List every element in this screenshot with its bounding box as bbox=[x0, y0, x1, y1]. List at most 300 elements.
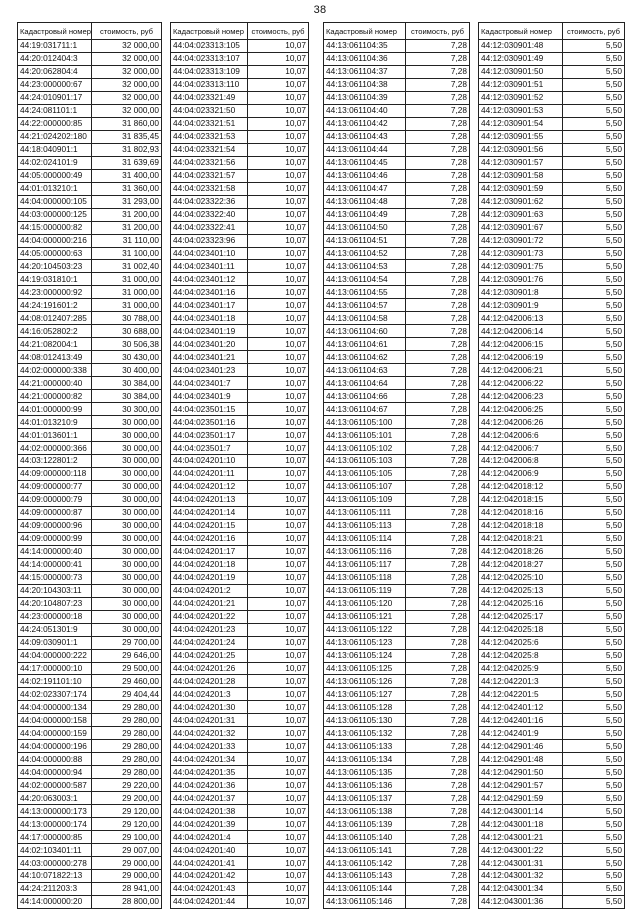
table-row bbox=[171, 221, 309, 234]
column-header-cadastral-number: Кадастровый номер bbox=[171, 23, 248, 40]
table-row bbox=[479, 895, 625, 908]
cadastral-number-cell: 44:12:042006:26 bbox=[479, 416, 563, 429]
table-row bbox=[171, 130, 309, 143]
cadastral-number-cell: 44:12:043001:32 bbox=[479, 870, 563, 883]
table-row bbox=[479, 636, 625, 649]
table-row bbox=[324, 286, 470, 299]
table-row bbox=[18, 792, 162, 805]
cost-cell: 5,50 bbox=[563, 299, 625, 312]
column-header-cadastral-number: Кадастровый номер bbox=[324, 23, 406, 40]
cost-cell: 10,07 bbox=[248, 882, 309, 895]
cadastral-number-cell: 44:13:061105:136 bbox=[324, 779, 406, 792]
cadastral-number-cell: 44:12:042006:14 bbox=[479, 325, 563, 338]
cost-cell: 5,50 bbox=[563, 467, 625, 480]
table-row bbox=[18, 403, 162, 416]
table-row bbox=[479, 597, 625, 610]
cadastral-number-cell: 44:04:023322:40 bbox=[171, 208, 248, 221]
cost-cell: 30 430,00 bbox=[92, 351, 162, 364]
cost-cell: 10,07 bbox=[248, 480, 309, 493]
cost-cell: 10,07 bbox=[248, 623, 309, 636]
cadastral-number-cell: 44:13:061105:142 bbox=[324, 857, 406, 870]
cost-cell: 30 300,00 bbox=[92, 403, 162, 416]
cadastral-number-cell: 44:04:024201:16 bbox=[171, 532, 248, 545]
table-row bbox=[324, 727, 470, 740]
cadastral-number-cell: 44:04:024201:37 bbox=[171, 792, 248, 805]
cadastral-number-cell: 44:13:061105:123 bbox=[324, 636, 406, 649]
cadastral-number-cell: 44:04:024201:30 bbox=[171, 701, 248, 714]
table-row bbox=[18, 377, 162, 390]
cadastral-number-cell: 44:13:061105:118 bbox=[324, 571, 406, 584]
table-row bbox=[324, 610, 470, 623]
cost-cell: 10,07 bbox=[248, 221, 309, 234]
cadastral-number-cell: 44:04:023401:11 bbox=[171, 260, 248, 273]
cadastral-number-cell: 44:04:023321:54 bbox=[171, 143, 248, 156]
cadastral-number-cell: 44:04:023313:107 bbox=[171, 52, 248, 65]
cost-cell: 5,50 bbox=[563, 506, 625, 519]
cadastral-number-cell: 44:12:042006:6 bbox=[479, 429, 563, 442]
cadastral-number-cell: 44:12:030901:57 bbox=[479, 156, 563, 169]
cadastral-number-cell: 44:13:061104:38 bbox=[324, 78, 406, 91]
table-row bbox=[18, 870, 162, 883]
table-row bbox=[171, 714, 309, 727]
cadastral-number-cell: 44:12:030901:63 bbox=[479, 208, 563, 221]
cost-cell: 7,28 bbox=[406, 260, 470, 273]
cost-cell: 5,50 bbox=[563, 169, 625, 182]
cost-cell: 5,50 bbox=[563, 545, 625, 558]
table-row bbox=[479, 545, 625, 558]
cadastral-number-cell: 44:13:061105:125 bbox=[324, 662, 406, 675]
cost-cell: 7,28 bbox=[406, 649, 470, 662]
cadastral-number-cell: 44:13:061105:103 bbox=[324, 455, 406, 468]
table-row bbox=[18, 571, 162, 584]
table-row bbox=[171, 844, 309, 857]
cost-cell: 10,07 bbox=[248, 299, 309, 312]
cadastral-number-cell: 44:12:042025:17 bbox=[479, 610, 563, 623]
table-row bbox=[171, 286, 309, 299]
table-row bbox=[324, 325, 470, 338]
cadastral-number-cell: 44:13:061105:122 bbox=[324, 623, 406, 636]
cost-cell: 5,50 bbox=[563, 870, 625, 883]
table-row bbox=[18, 221, 162, 234]
cadastral-number-cell: 44:09:000000:118 bbox=[18, 467, 92, 480]
cadastral-number-cell: 44:04:000000:105 bbox=[18, 195, 92, 208]
cadastral-number-cell: 44:04:024201:44 bbox=[171, 895, 248, 908]
cost-cell: 7,28 bbox=[406, 390, 470, 403]
table-row bbox=[324, 571, 470, 584]
cadastral-number-cell: 44:13:061105:105 bbox=[324, 467, 406, 480]
cost-cell: 7,28 bbox=[406, 597, 470, 610]
cadastral-number-cell: 44:13:061105:130 bbox=[324, 714, 406, 727]
cost-cell: 7,28 bbox=[406, 857, 470, 870]
cadastral-number-cell: 44:21:082004:1 bbox=[18, 338, 92, 351]
cost-cell: 10,07 bbox=[248, 234, 309, 247]
cost-cell: 5,50 bbox=[563, 558, 625, 571]
table-row bbox=[479, 91, 625, 104]
cadastral-number-cell: 44:24:081101:1 bbox=[18, 104, 92, 117]
cost-cell: 10,07 bbox=[248, 818, 309, 831]
table-row bbox=[479, 662, 625, 675]
cadastral-number-cell: 44:04:024201:13 bbox=[171, 493, 248, 506]
cost-cell: 5,50 bbox=[563, 701, 625, 714]
table-header-row bbox=[18, 23, 162, 40]
cost-cell: 10,07 bbox=[248, 701, 309, 714]
cadastral-number-cell: 44:12:042006:22 bbox=[479, 377, 563, 390]
cost-cell: 5,50 bbox=[563, 571, 625, 584]
cadastral-number-cell: 44:13:061105:119 bbox=[324, 584, 406, 597]
cadastral-number-cell: 44:12:042018:16 bbox=[479, 506, 563, 519]
table-row bbox=[479, 260, 625, 273]
table-row bbox=[171, 753, 309, 766]
cost-cell: 5,50 bbox=[563, 403, 625, 416]
table-row bbox=[324, 182, 470, 195]
table-row bbox=[479, 558, 625, 571]
cadastral-number-cell: 44:09:000000:96 bbox=[18, 519, 92, 532]
cost-cell: 7,28 bbox=[406, 882, 470, 895]
table-row bbox=[171, 805, 309, 818]
table-row bbox=[18, 779, 162, 792]
table-row bbox=[324, 52, 470, 65]
cadastral-number-cell: 44:02:000000:338 bbox=[18, 364, 92, 377]
cost-cell: 7,28 bbox=[406, 195, 470, 208]
cost-cell: 7,28 bbox=[406, 117, 470, 130]
cadastral-number-cell: 44:09:000000:77 bbox=[18, 480, 92, 493]
cadastral-number-cell: 44:13:000000:173 bbox=[18, 805, 92, 818]
cadastral-number-cell: 44:13:061105:124 bbox=[324, 649, 406, 662]
table-row bbox=[18, 260, 162, 273]
table-row bbox=[171, 506, 309, 519]
cadastral-number-cell: 44:02:103401:11 bbox=[18, 844, 92, 857]
cost-cell: 29 280,00 bbox=[92, 766, 162, 779]
cost-cell: 5,50 bbox=[563, 610, 625, 623]
cadastral-number-cell: 44:13:000000:174 bbox=[18, 818, 92, 831]
cadastral-number-cell: 44:08:012413:49 bbox=[18, 351, 92, 364]
cost-cell: 7,28 bbox=[406, 831, 470, 844]
cost-cell: 5,50 bbox=[563, 740, 625, 753]
cost-cell: 10,07 bbox=[248, 844, 309, 857]
table-row bbox=[479, 753, 625, 766]
cost-cell: 5,50 bbox=[563, 480, 625, 493]
cost-cell: 5,50 bbox=[563, 247, 625, 260]
table-row bbox=[324, 857, 470, 870]
cadastral-number-cell: 44:04:023401:16 bbox=[171, 286, 248, 299]
cadastral-number-cell: 44:23:000000:67 bbox=[18, 78, 92, 91]
cost-cell: 5,50 bbox=[563, 662, 625, 675]
cadastral-number-cell: 44:13:061105:116 bbox=[324, 545, 406, 558]
table-row bbox=[18, 91, 162, 104]
table-row bbox=[18, 429, 162, 442]
cost-cell: 7,28 bbox=[406, 364, 470, 377]
table-row bbox=[171, 429, 309, 442]
cadastral-number-cell: 44:13:061105:138 bbox=[324, 805, 406, 818]
cost-cell: 10,07 bbox=[248, 597, 309, 610]
cadastral-number-cell: 44:13:061104:45 bbox=[324, 156, 406, 169]
table-row bbox=[18, 455, 162, 468]
cost-cell: 7,28 bbox=[406, 429, 470, 442]
cadastral-number-cell: 44:13:061105:120 bbox=[324, 597, 406, 610]
cadastral-number-cell: 44:12:030901:49 bbox=[479, 52, 563, 65]
column-header-cost: стоимость, руб bbox=[248, 23, 309, 40]
table-row bbox=[324, 104, 470, 117]
table-row bbox=[479, 455, 625, 468]
cost-cell: 5,50 bbox=[563, 844, 625, 857]
cost-cell: 7,28 bbox=[406, 130, 470, 143]
table-row bbox=[324, 844, 470, 857]
cadastral-number-cell: 44:04:023321:56 bbox=[171, 156, 248, 169]
cost-cell: 10,07 bbox=[248, 610, 309, 623]
cost-cell: 30 384,00 bbox=[92, 390, 162, 403]
table-row bbox=[18, 545, 162, 558]
table-row bbox=[324, 40, 470, 53]
table-row bbox=[479, 857, 625, 870]
cost-cell: 10,07 bbox=[248, 779, 309, 792]
cadastral-number-cell: 44:20:063003:1 bbox=[18, 792, 92, 805]
cadastral-number-cell: 44:01:013210:9 bbox=[18, 416, 92, 429]
table-row bbox=[171, 169, 309, 182]
cadastral-number-cell: 44:02:024101:9 bbox=[18, 156, 92, 169]
table-row bbox=[479, 493, 625, 506]
cadastral-number-cell: 44:05:000000:63 bbox=[18, 247, 92, 260]
cadastral-number-cell: 44:12:042901:57 bbox=[479, 779, 563, 792]
cost-cell: 29 500,00 bbox=[92, 662, 162, 675]
cost-cell: 7,28 bbox=[406, 584, 470, 597]
cost-cell: 5,50 bbox=[563, 753, 625, 766]
cost-cell: 7,28 bbox=[406, 714, 470, 727]
table-row bbox=[18, 636, 162, 649]
table-row bbox=[479, 208, 625, 221]
cadastral-number-cell: 44:12:030901:9 bbox=[479, 299, 563, 312]
cost-cell: 10,07 bbox=[248, 338, 309, 351]
cost-cell: 31 200,00 bbox=[92, 221, 162, 234]
cost-cell: 5,50 bbox=[563, 78, 625, 91]
table-row bbox=[171, 532, 309, 545]
cost-cell: 10,07 bbox=[248, 649, 309, 662]
cadastral-number-cell: 44:04:023501:15 bbox=[171, 403, 248, 416]
table-row bbox=[479, 325, 625, 338]
table-row bbox=[324, 221, 470, 234]
cost-cell: 30 000,00 bbox=[92, 532, 162, 545]
cadastral-number-cell: 44:13:061104:42 bbox=[324, 117, 406, 130]
cost-cell: 7,28 bbox=[406, 299, 470, 312]
table-row bbox=[324, 403, 470, 416]
table-row bbox=[171, 156, 309, 169]
table-row bbox=[324, 493, 470, 506]
table-row bbox=[18, 714, 162, 727]
cadastral-number-cell: 44:13:061105:146 bbox=[324, 895, 406, 908]
cadastral-number-cell: 44:19:031810:1 bbox=[18, 273, 92, 286]
cadastral-number-cell: 44:04:024201:3 bbox=[171, 688, 248, 701]
cost-cell: 30 384,00 bbox=[92, 377, 162, 390]
cost-cell: 7,28 bbox=[406, 493, 470, 506]
table-row bbox=[18, 662, 162, 675]
cadastral-number-cell: 44:12:042018:15 bbox=[479, 493, 563, 506]
table-row bbox=[18, 519, 162, 532]
cost-cell: 5,50 bbox=[563, 52, 625, 65]
table-row bbox=[18, 52, 162, 65]
cadastral-number-cell: 44:04:000000:159 bbox=[18, 727, 92, 740]
cadastral-number-cell: 44:12:043001:36 bbox=[479, 895, 563, 908]
cost-cell: 29 280,00 bbox=[92, 753, 162, 766]
cost-cell: 30 000,00 bbox=[92, 610, 162, 623]
table-row bbox=[171, 727, 309, 740]
table-row bbox=[324, 442, 470, 455]
cadastral-number-cell: 44:04:024201:21 bbox=[171, 597, 248, 610]
cost-cell: 10,07 bbox=[248, 571, 309, 584]
cost-cell: 7,28 bbox=[406, 480, 470, 493]
cost-cell: 7,28 bbox=[406, 701, 470, 714]
cadastral-number-cell: 44:13:061104:55 bbox=[324, 286, 406, 299]
table-row bbox=[324, 467, 470, 480]
table-row bbox=[324, 260, 470, 273]
cost-cell: 32 000,00 bbox=[92, 52, 162, 65]
table-row bbox=[18, 273, 162, 286]
cadastral-number-cell: 44:22:000000:85 bbox=[18, 117, 92, 130]
cadastral-number-cell: 44:12:042018:18 bbox=[479, 519, 563, 532]
cost-cell: 30 400,00 bbox=[92, 364, 162, 377]
cost-cell: 10,07 bbox=[248, 857, 309, 870]
table-row bbox=[18, 195, 162, 208]
cost-cell: 30 688,00 bbox=[92, 325, 162, 338]
cadastral-number-cell: 44:12:042901:59 bbox=[479, 792, 563, 805]
cadastral-number-cell: 44:04:023321:50 bbox=[171, 104, 248, 117]
table-row bbox=[171, 65, 309, 78]
table-row bbox=[171, 597, 309, 610]
cost-cell: 5,50 bbox=[563, 390, 625, 403]
cost-cell: 5,50 bbox=[563, 143, 625, 156]
cost-cell: 30 000,00 bbox=[92, 480, 162, 493]
cadastral-number-cell: 44:03:122801:2 bbox=[18, 455, 92, 468]
table-row bbox=[18, 299, 162, 312]
cost-cell: 32 000,00 bbox=[92, 78, 162, 91]
cost-cell: 31 802,93 bbox=[92, 143, 162, 156]
table-row bbox=[324, 377, 470, 390]
cost-cell: 7,28 bbox=[406, 727, 470, 740]
table-row bbox=[324, 130, 470, 143]
table-row bbox=[479, 649, 625, 662]
table-row bbox=[171, 312, 309, 325]
cadastral-number-cell: 44:12:030901:67 bbox=[479, 221, 563, 234]
cost-cell: 30 000,00 bbox=[92, 597, 162, 610]
table-row bbox=[18, 532, 162, 545]
table-row bbox=[18, 156, 162, 169]
cadastral-number-cell: 44:13:061105:107 bbox=[324, 480, 406, 493]
cost-cell: 31 860,00 bbox=[92, 117, 162, 130]
cost-cell: 10,07 bbox=[248, 805, 309, 818]
cost-cell: 10,07 bbox=[248, 792, 309, 805]
cost-cell: 5,50 bbox=[563, 805, 625, 818]
cadastral-number-cell: 44:12:043001:34 bbox=[479, 882, 563, 895]
cadastral-number-cell: 44:14:000000:40 bbox=[18, 545, 92, 558]
cost-cell: 7,28 bbox=[406, 221, 470, 234]
cost-cell: 10,07 bbox=[248, 416, 309, 429]
cost-cell: 29 646,00 bbox=[92, 649, 162, 662]
table-row bbox=[479, 390, 625, 403]
cadastral-number-cell: 44:21:000000:82 bbox=[18, 390, 92, 403]
cadastral-number-cell: 44:20:104807:23 bbox=[18, 597, 92, 610]
cost-cell: 30 000,00 bbox=[92, 506, 162, 519]
cost-cell: 10,07 bbox=[248, 104, 309, 117]
column-header-cost: стоимость, руб bbox=[563, 23, 625, 40]
cadastral-number-cell: 44:12:030901:75 bbox=[479, 260, 563, 273]
table-row bbox=[171, 662, 309, 675]
table-row bbox=[324, 117, 470, 130]
cost-cell: 7,28 bbox=[406, 78, 470, 91]
table-row bbox=[479, 870, 625, 883]
cadastral-number-cell: 44:04:024201:12 bbox=[171, 480, 248, 493]
cost-cell: 31 000,00 bbox=[92, 273, 162, 286]
cost-cell: 7,28 bbox=[406, 403, 470, 416]
cadastral-number-cell: 44:13:061105:121 bbox=[324, 610, 406, 623]
cadastral-number-cell: 44:04:024201:31 bbox=[171, 714, 248, 727]
cadastral-number-cell: 44:04:024201:24 bbox=[171, 636, 248, 649]
table-row bbox=[479, 506, 625, 519]
cadastral-number-cell: 44:24:051301:9 bbox=[18, 623, 92, 636]
cost-cell: 5,50 bbox=[563, 766, 625, 779]
cadastral-number-cell: 44:13:061104:53 bbox=[324, 260, 406, 273]
page-number: 38 bbox=[313, 4, 327, 16]
table-row bbox=[324, 247, 470, 260]
cost-cell: 30 000,00 bbox=[92, 467, 162, 480]
table-row bbox=[171, 78, 309, 91]
table-row bbox=[479, 571, 625, 584]
cadastral-number-cell: 44:04:024201:42 bbox=[171, 870, 248, 883]
table-row bbox=[324, 675, 470, 688]
table-row bbox=[171, 779, 309, 792]
cost-cell: 10,07 bbox=[248, 753, 309, 766]
table-row bbox=[18, 688, 162, 701]
table-row bbox=[18, 506, 162, 519]
table-row bbox=[479, 130, 625, 143]
cost-cell: 30 000,00 bbox=[92, 429, 162, 442]
cadastral-number-cell: 44:08:012407:285 bbox=[18, 312, 92, 325]
cadastral-number-cell: 44:04:024201:2 bbox=[171, 584, 248, 597]
table-row bbox=[171, 351, 309, 364]
cost-cell: 29 280,00 bbox=[92, 701, 162, 714]
cadastral-number-cell: 44:13:061104:51 bbox=[324, 234, 406, 247]
table-row bbox=[479, 610, 625, 623]
cost-cell: 10,07 bbox=[248, 532, 309, 545]
table-row bbox=[171, 740, 309, 753]
table-row bbox=[324, 273, 470, 286]
table-row bbox=[171, 701, 309, 714]
table-row bbox=[171, 299, 309, 312]
cadastral-number-cell: 44:04:024201:10 bbox=[171, 455, 248, 468]
cost-cell: 7,28 bbox=[406, 662, 470, 675]
cost-cell: 5,50 bbox=[563, 792, 625, 805]
cadastral-number-cell: 44:12:030901:56 bbox=[479, 143, 563, 156]
table-row bbox=[479, 480, 625, 493]
table-row bbox=[324, 390, 470, 403]
cost-cell: 10,07 bbox=[248, 195, 309, 208]
cadastral-number-cell: 44:12:043001:22 bbox=[479, 844, 563, 857]
cadastral-number-cell: 44:12:042018:12 bbox=[479, 480, 563, 493]
table-row bbox=[324, 740, 470, 753]
table-row bbox=[18, 143, 162, 156]
cost-cell: 5,50 bbox=[563, 117, 625, 130]
table-row bbox=[324, 78, 470, 91]
cadastral-number-cell: 44:12:042006:21 bbox=[479, 364, 563, 377]
cadastral-number-cell: 44:12:042025:9 bbox=[479, 662, 563, 675]
table-row bbox=[479, 299, 625, 312]
cost-cell: 32 000,00 bbox=[92, 91, 162, 104]
cost-cell: 10,07 bbox=[248, 117, 309, 130]
cost-cell: 7,28 bbox=[406, 675, 470, 688]
cost-cell: 5,50 bbox=[563, 104, 625, 117]
cadastral-number-cell: 44:21:024202:180 bbox=[18, 130, 92, 143]
cost-cell: 10,07 bbox=[248, 182, 309, 195]
cost-cell: 10,07 bbox=[248, 247, 309, 260]
column-header-cost: стоимость, руб bbox=[406, 23, 470, 40]
cadastral-number-cell: 44:13:061104:37 bbox=[324, 65, 406, 78]
